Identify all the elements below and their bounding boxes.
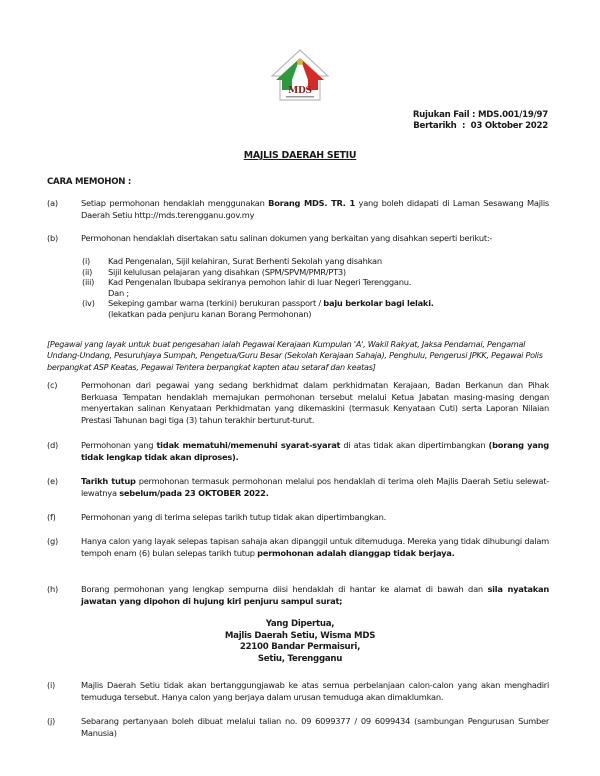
item-text: Sebarang pertanyaan boleh dibuat melalui talian no. 09 6099377 / 09 6099434 (sambungan Pengurusan Sumber Manusia) bbox=[81, 716, 549, 738]
address-line: Yang Dipertua, bbox=[265, 619, 335, 629]
item-label: (b) bbox=[47, 233, 58, 243]
address-line: Majlis Daerah Setiu, Wisma MDS bbox=[224, 630, 376, 641]
item-text: Tarikh tutup permohonan termasuk permohonan melalui pos hendaklah di terima oleh Majlis Daerah Setiu selewat-lewatnya sebelum/pada 23 OKTOBER 2022. bbox=[81, 476, 550, 498]
verification-note: [Pegawai yang layak untuk buat pengesahan ialah Pegawai Kerajaan Kumpulan 'A', Wakil Rakyat, Jaksa Pendamai, Pengamal Undang-Undang, Pesuruhjaya Sumpah, Pengetua/Guru Besar (Sekolah Kerajaan Sahaja), Penghulu, Pengerusi JPKK, Pegawai Polis berpangkat ASP Keatas, Pegawai Tentera berpangkat kapten atau setaraf dan keatas] bbox=[47, 339, 543, 372]
item-text: Permohonan hendaklah disertakan satu salinan dokumen yang berkaitan yang disahkan seperti berikut:- bbox=[81, 233, 493, 243]
required-documents-list bbox=[82, 256, 542, 320]
list-item-e bbox=[47, 476, 549, 499]
document-date: Bertarikh : 03 Oktober 2022 bbox=[413, 121, 548, 131]
list-item-d bbox=[47, 440, 549, 463]
document-item: (lekatkan pada penjuru kanan Borang Permohonan) bbox=[108, 308, 312, 319]
address-line: Setiu, Terengganu bbox=[257, 653, 343, 664]
item-text: Permohonan yang di terima selepas tarikh tutup tidak akan dipertimbangkan. bbox=[81, 512, 386, 522]
item-text: Borang permohonan yang lengkap sempurna diisi hendaklah di hantar ke alamat di bawah dan sila nyatakan jawatan yang dipohon di hujung kiri penjuru sampul surat; bbox=[81, 584, 549, 606]
list-item-g bbox=[47, 536, 549, 559]
item-label: (d) bbox=[47, 440, 58, 450]
item-label: (h) bbox=[47, 584, 58, 594]
list-item-h bbox=[47, 584, 549, 607]
section-heading: CARA MEMOHON : bbox=[47, 177, 132, 187]
mds-house-logo-icon bbox=[268, 46, 332, 104]
address-line: 22100 Bandar Permaisuri, bbox=[239, 642, 361, 653]
item-label: (c) bbox=[47, 380, 58, 390]
document-item: Dan ; bbox=[108, 287, 129, 298]
item-label: (a) bbox=[47, 198, 58, 208]
list-item-b bbox=[47, 233, 549, 245]
document-item: (iv) Sekeping gambar warna (terkini) berukuran passport / baju berkolar bagi lelaki. bbox=[82, 298, 434, 309]
mailing-address bbox=[0, 619, 600, 665]
mds-logo bbox=[268, 46, 332, 104]
item-label: (j) bbox=[47, 716, 56, 726]
document-item: (iii) Kad Pengenalan Ibubapa sekiranya pemohon lahir di luar Negeri Terengganu. bbox=[82, 277, 412, 288]
item-label: (f) bbox=[47, 512, 56, 522]
list-item-i bbox=[47, 680, 549, 703]
page-title: MAJLIS DAERAH SETIU bbox=[243, 150, 357, 161]
list-item-a bbox=[47, 198, 549, 221]
document-item: (ii) Sijil kelulusan pelajaran yang disahkan (SPM/SPVM/PMR/PT3) bbox=[82, 266, 346, 277]
item-text: Setiap permohonan hendaklah menggunakan Borang MDS. TR. 1 yang boleh didapati di Laman Sesawang Majlis Daerah Setiu http://mds.terengganu.gov.my bbox=[81, 198, 549, 220]
list-item-c bbox=[47, 380, 549, 426]
document-item: (i) Kad Pengenalan, Sijil kelahiran, Surat Berhenti Sekolah yang disahkan bbox=[82, 256, 382, 266]
item-text: Majlis Daerah Setiu tidak akan bertanggungjawab ke atas semua perbelanjaan calon-calon yang akan menghadiri temuduga tersebut. Hanya calon yang berjaya dalam urusan temuduga akan dimaklumkan. bbox=[81, 680, 549, 702]
list-item-j bbox=[47, 716, 549, 739]
list-item-f bbox=[47, 512, 549, 524]
logo-text: MDS bbox=[288, 86, 312, 96]
item-label: (g) bbox=[47, 536, 58, 546]
file-reference: Rujukan Fail : MDS.001/19/97 bbox=[412, 110, 548, 120]
item-label: (e) bbox=[47, 476, 58, 486]
item-text: Permohonan yang tidak mematuhi/memenuhi syarat-syarat di atas tidak akan dipertimbangkan (borang yang tidak lengkap tidak akan diproses). bbox=[81, 440, 549, 462]
item-label: (i) bbox=[47, 680, 56, 690]
file-reference-block bbox=[0, 110, 548, 132]
item-text: Permohonan dari pegawai yang sedang berkhidmat dalam perkhidmatan Kerajaan, Badan Berkanun dan Pihak Berkuasa Tempatan hendaklah memajukan permohonan tersebut melalui Ketua Jabatan masing-masing dengan menyertakan salinan Kenyataan Perkhidmatan yang dikemaskini (termasuk Kenyataan Cuti) serta Laporan Nilaian Prestasi Tahunan bagi tiga (3) tahun terakhir berturut-turut. bbox=[81, 380, 549, 425]
item-text: Hanya calon yang layak selepas tapisan sahaja akan dipanggil untuk ditemuduga. Mereka yang tidak dihubungi dalam tempoh enam (6) bulan selepas tarikh tutup permohonan adalah dianggap tidak berjaya. bbox=[81, 536, 549, 558]
